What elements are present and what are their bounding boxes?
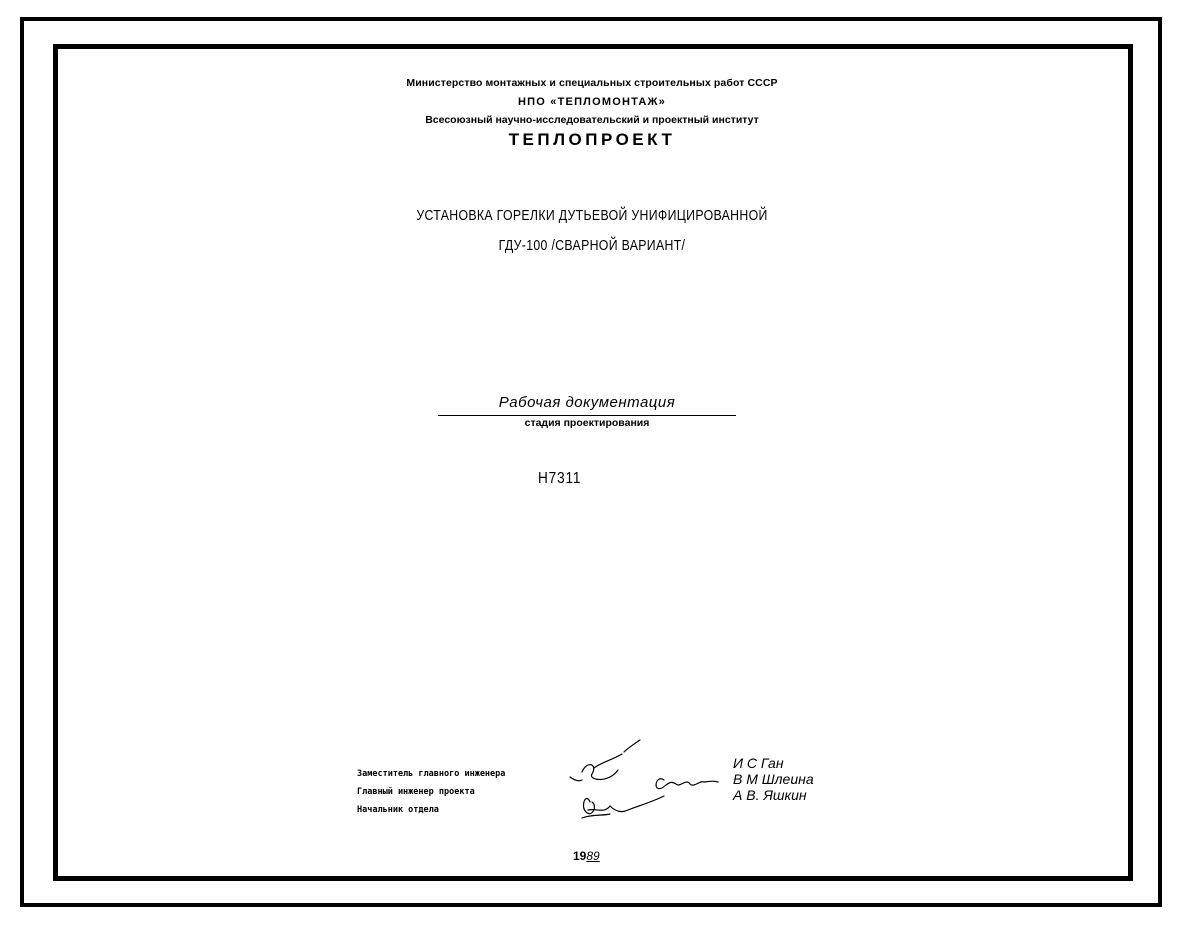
year-suffix: 89 xyxy=(586,849,600,863)
document-title-line-2: ГДУ-100 /СВАРНОЙ ВАРИАНТ/ xyxy=(498,237,686,254)
institute-name: Всесоюзный научно-исследовательский и проектный институт xyxy=(425,114,759,126)
signatory-name: А В. Яшкин xyxy=(733,787,807,803)
documentation-stage: стадия проектирования xyxy=(524,417,650,429)
documentation-divider xyxy=(438,415,736,416)
signatory-name: И С Ган xyxy=(733,755,784,771)
signatory-role: Главный инженер проекта xyxy=(357,787,475,797)
npo-name: НПО «ТЕПЛОМОНТАЖ» xyxy=(518,96,666,108)
handwritten-signatures xyxy=(552,722,732,832)
signatory-roles xyxy=(357,765,505,819)
document-number: Н7311 xyxy=(538,470,582,487)
signatory-role: Начальник отдела xyxy=(357,805,439,815)
organization-name: ТЕПЛОПРОЕКТ xyxy=(508,130,676,149)
document-title-line-1: УСТАНОВКА ГОРЕЛКИ ДУТЬЕВОЙ УНИФИЦИРОВАННОЙ xyxy=(416,207,768,224)
signatory-role: Заместитель главного инженера xyxy=(357,769,506,779)
ministry-name: Министерство монтажных и специальных строительных работ СССР xyxy=(406,77,778,89)
document-year xyxy=(573,849,600,863)
signatory-name: В М Шлеина xyxy=(733,771,814,787)
year-prefix: 19 xyxy=(573,849,587,863)
signatory-names xyxy=(733,755,814,803)
documentation-type: Рабочая документация xyxy=(498,394,676,411)
